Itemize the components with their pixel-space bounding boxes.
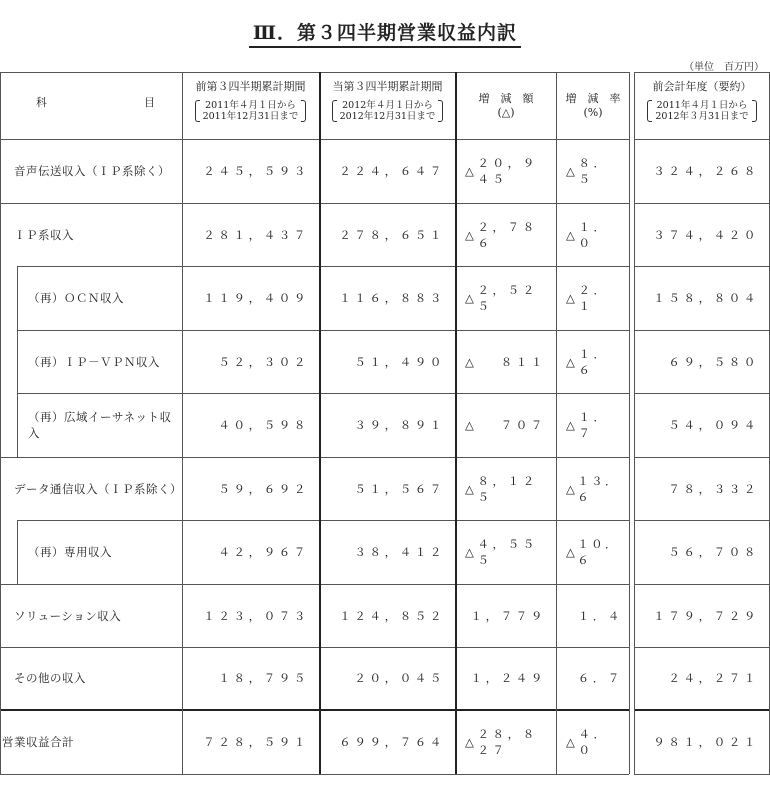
cell-prev-quarter: ４２，９６７ (218, 545, 309, 559)
cell-diff (456, 709, 556, 774)
header-prev-quarter (183, 80, 318, 123)
cell-diff (456, 330, 556, 393)
header-prev-fiscal-year-to: 2012年３月31日まで (655, 111, 749, 122)
cell-diff (456, 457, 556, 520)
header-prev-quarter-to: 2011年12月31日まで (202, 111, 299, 122)
row-label: その他の収入 (14, 671, 86, 685)
header-diff-title: 増 減 額 (478, 92, 534, 105)
rate-mark: △ (566, 291, 579, 305)
cell-prev-quarter: １１９，４０９ (203, 291, 309, 305)
row-label: （再）ＩＰ－ＶＰＮ収入 (28, 354, 160, 369)
cell-diff (456, 520, 556, 584)
header-rate (557, 92, 629, 120)
cell-prev-quarter: ５２，３０２ (218, 354, 309, 369)
header-current-quarter-from: 2012年４月１日から (342, 100, 433, 111)
rate-value: ６．７ (577, 671, 623, 685)
cell-rate (557, 457, 629, 520)
cell-current-quarter: ５１，４９０ (354, 354, 445, 369)
diff-mark: △ (465, 164, 478, 178)
header-prev-fiscal-year-period (647, 100, 756, 122)
cell-diff (456, 139, 556, 203)
diff-value: ２０，９４５ (477, 156, 538, 186)
cell-prev-fiscal-year: ５６，７０８ (668, 545, 759, 559)
diff-value: １，７７９ (470, 608, 546, 623)
diff-value: ７０７ (500, 418, 546, 432)
cell-diff (456, 584, 556, 647)
cell-current-quarter: ２２４，６４７ (339, 164, 445, 178)
diff-value: ２，５２５ (477, 283, 538, 313)
diff-mark: △ (465, 227, 478, 242)
diff-mark: △ (465, 418, 478, 432)
header-prev-fiscal-year-title: 前会計年度（要約） (652, 80, 752, 93)
row-label: （再）広域イーサネット収入 (28, 410, 172, 440)
row-label: ＩＰ系収入 (14, 227, 74, 242)
cell-current-quarter: ３８，４１２ (354, 545, 445, 559)
rate-value: １．６ (578, 346, 609, 377)
cell-diff (456, 647, 556, 709)
row-label: 音声伝送収入（ＩＰ系除く） (14, 164, 170, 178)
rate-value: ４．０ (578, 726, 609, 757)
rate-mark: △ (566, 164, 579, 178)
cell-current-quarter: ６９９，７６４ (339, 734, 445, 749)
cell-prev-fiscal-year: １７９，７２９ (653, 608, 759, 623)
diff-mark: △ (465, 545, 478, 559)
diff-mark: △ (465, 354, 478, 369)
cell-prev-fiscal-year: ５４，０９４ (668, 418, 759, 432)
cell-prev-quarter: ７２８，５９１ (203, 734, 309, 749)
cell-current-quarter: １１６，８８３ (339, 291, 445, 305)
cell-prev-fiscal-year: ６９，５８０ (668, 354, 759, 369)
cell-rate (557, 647, 629, 709)
cell-prev-quarter: ５９，６９２ (218, 481, 309, 496)
rate-mark: △ (566, 418, 579, 432)
header-prev-fiscal-year-from: 2011年４月１日から (656, 100, 748, 111)
rate-value: １３．６ (577, 473, 619, 504)
header-item-right: 目 (144, 96, 155, 109)
cell-rate (557, 520, 629, 584)
cell-rate (557, 393, 629, 457)
diff-value: ２，７８６ (477, 219, 538, 250)
cell-diff (456, 266, 556, 330)
diff-value: ２８，８２７ (477, 726, 538, 757)
cell-prev-quarter: １８，７９５ (218, 671, 309, 685)
page-title: Ⅲ．第３四半期営業収益内訳 (0, 18, 770, 45)
rate-value: １０．６ (577, 537, 619, 567)
rate-value: １．４ (577, 608, 623, 623)
header-diff (456, 92, 556, 120)
rate-mark: △ (566, 734, 579, 749)
rate-mark: △ (566, 354, 579, 369)
header-current-quarter (320, 80, 455, 123)
header-current-quarter-period (332, 100, 444, 122)
rate-value: ２．１ (578, 283, 609, 313)
cell-rate (557, 330, 629, 393)
cell-rate (557, 203, 629, 266)
row-label: （再）ＯＣＮ収入 (28, 291, 124, 305)
cell-prev-fiscal-year: ９８１，０２１ (653, 734, 759, 749)
cell-prev-fiscal-year: １５８，８０４ (653, 291, 759, 305)
cell-rate (557, 266, 629, 330)
cell-prev-quarter: ２８１，４３７ (203, 227, 309, 242)
cell-current-quarter: ３９，８９１ (354, 418, 445, 432)
diff-value: ８１１ (500, 354, 546, 369)
rate-value: １．０ (578, 219, 609, 250)
rate-mark: △ (566, 227, 579, 242)
rate-value: ８．５ (578, 156, 609, 186)
diff-mark: △ (465, 291, 478, 305)
header-prev-quarter-from: 2011年４月１日から (205, 100, 296, 111)
row-label: データ通信収入（ＩＰ系除く） (14, 481, 182, 496)
cell-rate (557, 584, 629, 647)
cell-prev-fiscal-year: ３７４，４２０ (653, 227, 759, 242)
header-rate-sub: (%) (583, 106, 603, 119)
header-prev-fiscal-year (634, 80, 770, 123)
header-item-left: 科 (36, 96, 47, 109)
cell-diff (456, 393, 556, 457)
header-prev-quarter-period (195, 100, 307, 122)
cell-prev-quarter: １２３，０７３ (203, 608, 309, 623)
rate-mark: △ (566, 545, 578, 559)
cell-prev-quarter: ２４５，５９３ (203, 164, 309, 178)
header-prev-quarter-title: 前第３四半期累計期間 (195, 80, 306, 93)
row-label: 営業収益合計 (2, 734, 74, 749)
rate-mark: △ (566, 481, 578, 496)
row-label: ソリューション収入 (14, 608, 122, 623)
header-current-quarter-to: 2012年12月31日まで (339, 111, 436, 122)
diff-value: １，２４９ (470, 671, 546, 685)
header-rate-title: 増 減 率 (565, 92, 621, 105)
cell-current-quarter: ２７８，６５１ (339, 227, 445, 242)
rate-value: １．７ (578, 410, 609, 440)
cell-current-quarter: １２４，８５２ (339, 608, 445, 623)
diff-mark: △ (465, 481, 478, 496)
cell-prev-fiscal-year: ２４，２７１ (668, 671, 759, 685)
diff-value: ８，１２５ (477, 473, 538, 504)
cell-rate (557, 139, 629, 203)
cell-current-quarter: ２０，０４５ (354, 671, 445, 685)
cell-prev-fiscal-year: ３２４，２６８ (653, 164, 759, 178)
diff-mark: △ (465, 734, 478, 749)
diff-value: ４，５５５ (477, 537, 538, 567)
row-label: （再）専用収入 (28, 545, 112, 559)
cell-diff (456, 203, 556, 266)
cell-rate (557, 709, 629, 774)
unit-label: （単位 百万円） (684, 62, 764, 73)
cell-prev-quarter: ４０，５９８ (218, 418, 309, 432)
cell-current-quarter: ５１，５６７ (354, 481, 445, 496)
cell-prev-fiscal-year: ７８，３３２ (668, 481, 759, 496)
header-current-quarter-title: 当第３四半期累計期間 (332, 80, 443, 93)
header-diff-sub: (△) (497, 106, 515, 119)
